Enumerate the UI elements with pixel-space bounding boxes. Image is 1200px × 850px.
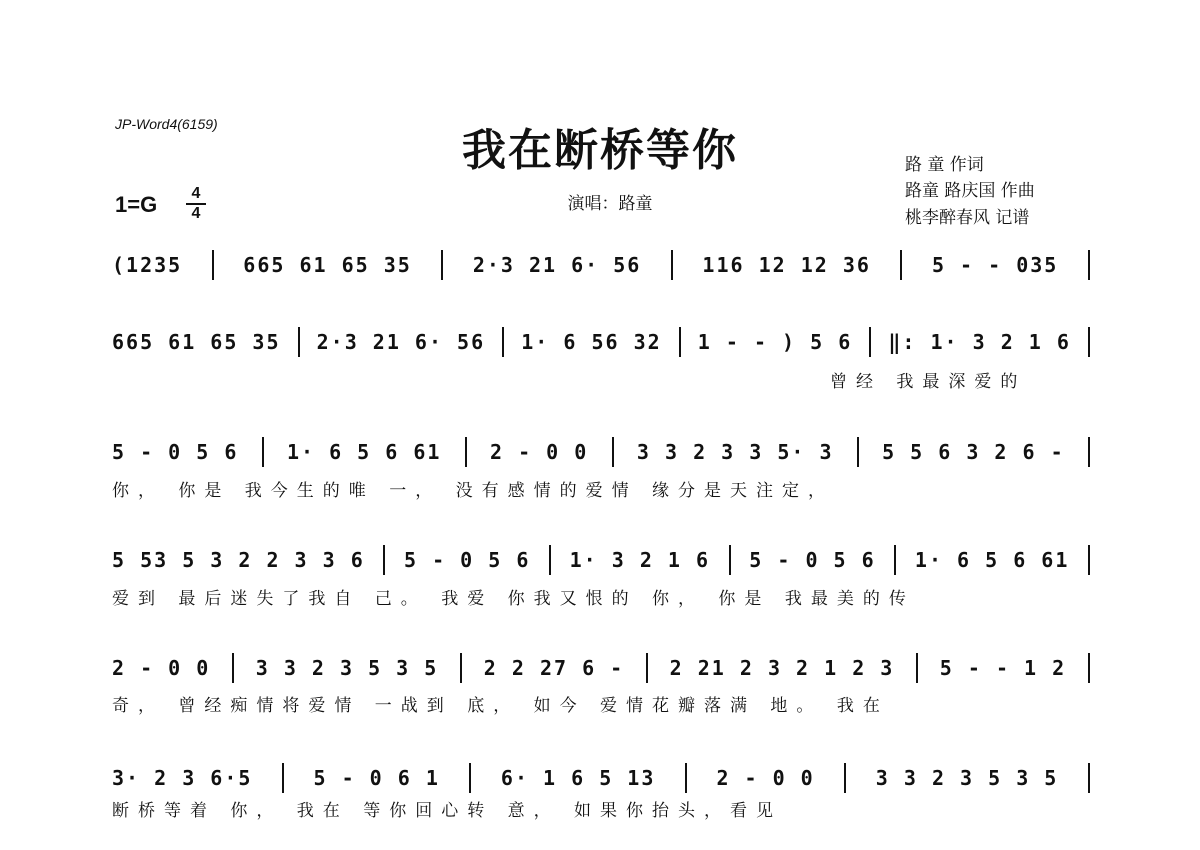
barline <box>1088 250 1090 280</box>
barline <box>282 763 284 793</box>
notes-line <box>112 763 1090 793</box>
barline <box>460 653 462 683</box>
lyrics-line: 曾经 我最深爱的 <box>830 372 1027 392</box>
song-title: 我在断桥等你 <box>462 125 738 176</box>
barline <box>671 250 673 280</box>
lyrics-line: 你， 你是 我今生的唯 一， 没有感情的爱情 缘分是天注定， <box>112 481 835 501</box>
score-row <box>112 327 1090 357</box>
measure: 1· 6 5 6 61 <box>914 548 1070 572</box>
notes-line <box>112 327 1090 357</box>
barline <box>469 763 471 793</box>
lyrics-line: 断桥等着 你， 我在 等你回心转 意， 如果你抬头，看见 <box>112 801 783 821</box>
time-signature-top: 4 <box>191 185 201 202</box>
barline <box>549 545 551 575</box>
notes-line <box>112 250 1090 280</box>
barline <box>232 653 234 683</box>
barline <box>1088 763 1090 793</box>
barline <box>844 763 846 793</box>
measure: 1 - - ) 5 6 <box>697 330 853 354</box>
measure: 1· 3 2 1 6 <box>569 548 711 572</box>
software-watermark: JP-Word4(6159) <box>115 116 218 132</box>
measure: 665 61 65 35 <box>243 253 412 277</box>
measure: 3 3 2 3 5 3 5 <box>255 656 439 680</box>
barline <box>869 327 871 357</box>
barline <box>262 437 264 467</box>
barline <box>679 327 681 357</box>
measure: 1· 6 5 6 61 <box>286 440 442 464</box>
barline <box>1088 653 1090 683</box>
time-signature-bottom: 4 <box>191 205 201 222</box>
score-row <box>112 250 1090 280</box>
barline <box>441 250 443 280</box>
key-signature: 1=G <box>115 192 158 217</box>
barline <box>212 250 214 280</box>
measure: 2 2 27 6 - <box>483 656 625 680</box>
measure: 2 - 0 0 <box>112 656 211 680</box>
lyricist-credit: 路 童 作词 <box>905 155 984 175</box>
measure: 2·3 21 6· 56 <box>316 330 486 354</box>
score-row <box>112 545 1090 575</box>
measure: 6· 1 6 5 13 <box>500 766 656 790</box>
measure: 1· 6 56 32 <box>521 330 662 354</box>
lyrics-line: 奇， 曾经痴情将爱情 一战到 底， 如今 爱情花瓣落满 地。 我在 <box>112 696 889 716</box>
measure: 116 12 12 36 <box>702 253 871 277</box>
barline <box>729 545 731 575</box>
measure: 2·3 21 6· 56 <box>472 253 642 277</box>
notes-line <box>112 437 1090 467</box>
measure: 5 - 0 5 6 <box>749 548 876 572</box>
barline <box>612 437 614 467</box>
measure: 2 21 2 3 2 1 2 3 <box>669 656 895 680</box>
lyrics-line: 爱到 最后迷失了我自 己。 我爱 你我又恨的 你， 你是 我最美的传 <box>112 589 915 609</box>
notes-line <box>112 653 1090 683</box>
measure: 5 - 0 6 1 <box>313 766 440 790</box>
barline <box>857 437 859 467</box>
arranger-credit: 桃李醉春风 记谱 <box>905 208 1030 228</box>
measure: 5 - 0 5 6 <box>112 440 239 464</box>
measure: 3 3 2 3 3 5· 3 <box>636 440 834 464</box>
barline <box>383 545 385 575</box>
score-row <box>112 763 1090 793</box>
barline <box>1088 545 1090 575</box>
composer-credit: 路童 路庆国 作曲 <box>905 181 1035 201</box>
barline <box>465 437 467 467</box>
barline <box>1088 327 1090 357</box>
measure: 5 - 0 5 6 <box>404 548 531 572</box>
measure: 5 53 5 3 2 2 3 3 6 <box>112 548 365 572</box>
measure: (1235 <box>112 253 183 277</box>
measure: 665 61 65 35 <box>112 330 281 354</box>
barline <box>298 327 300 357</box>
measure: 5 - - 035 <box>931 253 1059 277</box>
singer-credit: 演唱：路童 <box>567 194 653 214</box>
measure: ‖: 1· 3 2 1 6 <box>888 330 1071 354</box>
barline <box>894 545 896 575</box>
measure: 2 - 0 0 <box>716 766 815 790</box>
barline <box>646 653 648 683</box>
barline <box>502 327 504 357</box>
measure: 3· 2 3 6·5 <box>112 766 253 790</box>
barline <box>1088 437 1090 467</box>
barline <box>916 653 918 683</box>
measure: 2 - 0 0 <box>490 440 589 464</box>
measure: 5 5 6 3 2 6 - <box>882 440 1065 464</box>
measure: 5 - - 1 2 <box>939 656 1067 680</box>
score-row <box>112 653 1090 683</box>
notes-line <box>112 545 1090 575</box>
barline <box>685 763 687 793</box>
barline <box>900 250 902 280</box>
score-row <box>112 437 1090 467</box>
measure: 3 3 2 3 5 3 5 <box>875 766 1059 790</box>
